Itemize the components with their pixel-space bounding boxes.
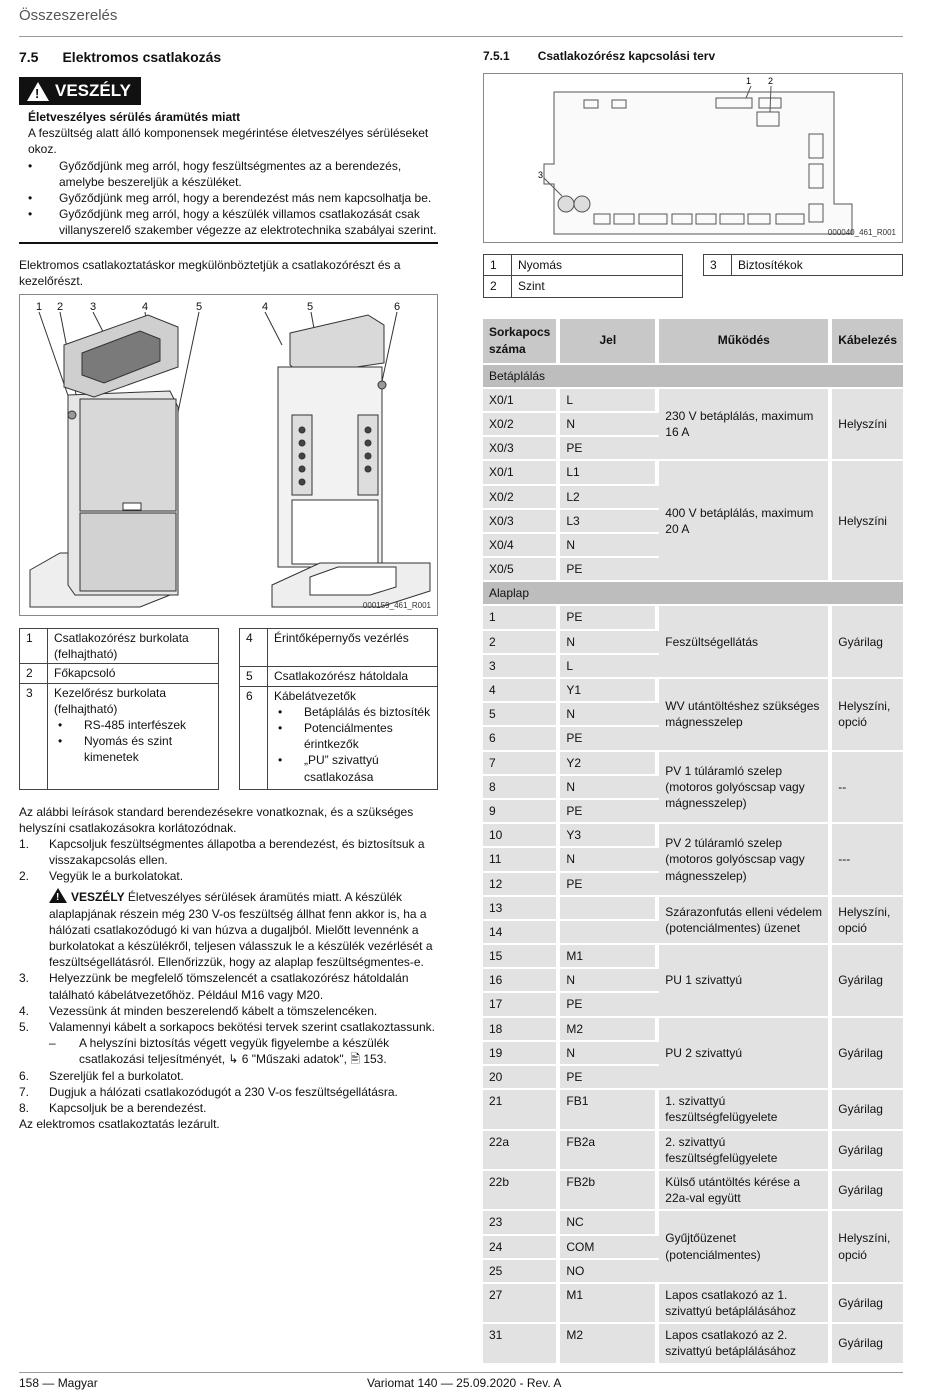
- cell-signal: [560, 921, 659, 943]
- legend-subitem: • Potenciálmentes érintkezők: [274, 720, 431, 752]
- footer-rule: [19, 1372, 903, 1373]
- table-row: [483, 606, 903, 628]
- callout: 1: [36, 300, 43, 313]
- danger-box: [19, 109, 438, 244]
- step-text: Valamennyi kábelt a sorkapocs bekötési tervek szerint csatlakoztassunk.: [49, 1019, 435, 1034]
- section-number: 7.5: [19, 49, 39, 65]
- legend-row: [484, 276, 683, 297]
- cell-terminal: X0/2: [483, 413, 560, 435]
- step: [19, 868, 438, 884]
- step: [19, 1003, 438, 1019]
- cell-signal: N: [560, 703, 659, 725]
- table-row: [483, 1211, 903, 1233]
- cell-cabling: Gyárilag: [832, 1284, 903, 1322]
- figure-legend: [19, 628, 438, 790]
- cell-terminal: 10: [483, 824, 560, 846]
- cell-terminal: 12: [483, 873, 560, 895]
- legend-subitem: • RS-485 interfészek: [54, 717, 212, 733]
- cell-terminal: 25: [483, 1260, 560, 1282]
- footer-document: Variomat 140 — 25.09.2020 - Rev. A: [367, 1376, 562, 1390]
- cell-signal: COM: [560, 1236, 659, 1258]
- header-rule: [19, 36, 903, 37]
- device-figure: [19, 294, 438, 616]
- cell-signal: M2: [560, 1324, 659, 1362]
- cell-cabling: Gyárilag: [832, 1324, 903, 1362]
- table-row: [483, 679, 903, 701]
- callout: 4: [142, 300, 149, 313]
- cell-function: PU 2 szivattyú: [659, 1018, 832, 1089]
- cell-cabling: ---: [832, 824, 903, 895]
- step-number: 5.: [19, 1019, 30, 1034]
- cell-signal: Y1: [560, 679, 659, 701]
- table-row: [483, 824, 903, 846]
- table-row: [483, 1090, 903, 1128]
- legend-text: Csatlakozórész hátoldala: [268, 666, 438, 686]
- legend-row: [240, 628, 438, 666]
- legend-text: Kábelátvezetők: [274, 688, 357, 703]
- cell-function: 230 V betáplálás, maximum 16 A: [659, 389, 832, 460]
- cell-signal: M2: [560, 1018, 659, 1040]
- section-title: Elektromos csatlakozás: [62, 49, 222, 65]
- cell-terminal: 22a: [483, 1131, 560, 1169]
- callout: 4: [262, 300, 269, 313]
- cell-signal: L: [560, 389, 659, 411]
- cell-function: 1. szivattyú feszültségfelügyelete: [659, 1090, 832, 1128]
- cell-terminal: X0/5: [483, 558, 560, 580]
- cell-signal: N: [560, 848, 659, 870]
- legend-subitem: • Nyomás és szint kimenetek: [54, 733, 212, 765]
- cell-terminal: 8: [483, 776, 560, 798]
- cell-signal: NC: [560, 1211, 659, 1233]
- col-header: Jel: [560, 319, 659, 363]
- cell-signal: N: [560, 534, 659, 556]
- step: [19, 1068, 438, 1084]
- step-text: Kapcsoljuk feszültségmentes állapotba a berendezést, és biztosítsuk a visszakapcsolás ellen.: [49, 836, 425, 868]
- cell-terminal: 5: [483, 703, 560, 725]
- callout: 2: [57, 300, 64, 313]
- cell-signal: PE: [560, 437, 659, 459]
- cell-signal: FB2b: [560, 1171, 659, 1209]
- cell-terminal: 31: [483, 1324, 560, 1362]
- cell-terminal: X0/3: [483, 437, 560, 459]
- cell-signal: PE: [560, 993, 659, 1015]
- step-text: Dugjuk a hálózati csatlakozódugót a 230 V-os feszültségellátásra.: [49, 1084, 398, 1099]
- callout: 3: [90, 300, 97, 313]
- cell-signal: PE: [560, 606, 659, 628]
- legend-row: [484, 255, 683, 276]
- circuit-board-drawing: [484, 74, 902, 242]
- cell-terminal: 2: [483, 631, 560, 653]
- subsection-title: Csatlakozórész kapcsolási terv: [537, 49, 716, 63]
- cell-signal: L1: [560, 461, 659, 483]
- figure-code: 000040_461_R001: [827, 228, 896, 238]
- cell-signal: N: [560, 413, 659, 435]
- step-text: Vezessünk át minden beszerelendő kábelt a tömszelencéken.: [49, 1003, 378, 1018]
- procedure: [19, 804, 438, 1133]
- cell-signal: PE: [560, 727, 659, 749]
- cell-signal: FB2a: [560, 1131, 659, 1169]
- col-header: Kábelezés: [832, 319, 903, 363]
- dash-marker: –: [49, 1036, 56, 1051]
- legend-row: [20, 683, 219, 789]
- legend-num: 1: [484, 255, 512, 276]
- step-number: 8.: [19, 1100, 30, 1115]
- cell-function: Külső utántöltés kérése a 22a-val együtt: [659, 1171, 832, 1209]
- cell-function: Feszültségellátás: [659, 606, 832, 677]
- legend-row: [240, 686, 438, 789]
- legend-num: 6: [240, 686, 268, 789]
- legend-num: 4: [240, 628, 268, 666]
- group-label: Alaplap: [483, 582, 903, 604]
- subsection-heading: [483, 48, 903, 64]
- terminal-table: [483, 317, 903, 1365]
- cell-signal: FB1: [560, 1090, 659, 1128]
- cell-signal: PE: [560, 1066, 659, 1088]
- cell-signal: M1: [560, 1284, 659, 1322]
- legend-text: Szint: [512, 276, 683, 297]
- step-text: Vegyük le a burkolatokat.: [49, 869, 184, 884]
- legend-sublist: [274, 704, 431, 785]
- col-header: Sorkapocs száma: [483, 319, 560, 363]
- cell-function: PU 1 szivattyú: [659, 945, 832, 1016]
- cell-terminal: X0/1: [483, 461, 560, 483]
- cell-terminal: 18: [483, 1018, 560, 1040]
- table-row: [483, 461, 903, 483]
- cell-cabling: Helyszíni, opció: [832, 897, 903, 943]
- cell-cabling: Gyárilag: [832, 1171, 903, 1209]
- step: [19, 836, 438, 868]
- danger-bullets: [28, 158, 438, 239]
- legend-text: Érintőképernyős vezérlés: [268, 628, 438, 666]
- table-header-row: [483, 319, 903, 363]
- cell-terminal: 27: [483, 1284, 560, 1322]
- cell-cabling: Helyszíni, opció: [832, 679, 903, 750]
- cell-signal: PE: [560, 800, 659, 822]
- legend-row: [20, 664, 219, 683]
- legend-text: Csatlakozórész burkolata (felhajtható): [48, 628, 219, 663]
- cell-cabling: Helyszíni: [832, 389, 903, 460]
- step-text: Szereljük fel a burkolatot.: [49, 1068, 184, 1083]
- cell-signal: Y3: [560, 824, 659, 846]
- cell-cabling: Gyárilag: [832, 606, 903, 677]
- cell-terminal: 21: [483, 1090, 560, 1128]
- legend-table: [483, 254, 683, 297]
- cell-function: 400 V betáplálás, maximum 20 A: [659, 461, 832, 580]
- cell-signal: Y2: [560, 752, 659, 774]
- left-column: [19, 48, 438, 1132]
- legend-row: [240, 666, 438, 686]
- legend-row: [20, 628, 219, 663]
- cell-terminal: X0/2: [483, 486, 560, 508]
- cell-function: Szárazonfutás elleni védelem (potenciálmentes) üzenet: [659, 897, 832, 943]
- legend-text: Kezelőrész burkolata (felhajtható): [54, 685, 167, 716]
- step-number: 3.: [19, 971, 30, 986]
- cell-signal: PE: [560, 873, 659, 895]
- legend-num: 1: [20, 628, 48, 663]
- steps-intro: Az alábbi leírások standard berendezésekre vonatkoznak, és a szükséges helyszíni csatlakozásokra korlátozódnak.: [19, 804, 414, 835]
- table-row: [483, 945, 903, 967]
- step-number: 2.: [19, 869, 30, 884]
- col-header: Működés: [659, 319, 832, 363]
- table-row: [483, 1284, 903, 1322]
- step-number: 4.: [19, 1003, 30, 1018]
- step-substep: [19, 1035, 438, 1067]
- danger-badge: [19, 77, 141, 105]
- terminal-table-body: [483, 365, 903, 1363]
- step-text: Kapcsoljuk be a berendezést.: [49, 1100, 207, 1115]
- cell-terminal: 7: [483, 752, 560, 774]
- cell-cabling: Gyárilag: [832, 1018, 903, 1089]
- step-number: 7.: [19, 1084, 30, 1099]
- device-drawing: [20, 295, 437, 615]
- cell-signal: N: [560, 776, 659, 798]
- diagram-legend: [483, 254, 903, 297]
- substep-text[interactable]: A helyszíni biztosítás végett vegyük figyelembe a készülék csatlakozási teljesítményét, ↳ 6 "Műszaki adatok", 🖹 153.: [79, 1036, 390, 1067]
- cell-terminal: 1: [483, 606, 560, 628]
- table-row: [483, 1018, 903, 1040]
- legend-num: 3: [20, 683, 48, 789]
- danger-text: A feszültség alatt álló komponensek megérintése életveszélyes sérüléseket okoz.: [28, 126, 429, 157]
- legend-subitem: • Betáplálás és biztosíték: [274, 704, 431, 720]
- cell-function: Gyűjtőüzenet (potenciálmentes): [659, 1211, 832, 1282]
- cell-function: 2. szivattyú feszültségfelügyelete: [659, 1131, 832, 1169]
- cell-terminal: 4: [483, 679, 560, 701]
- diagram-label-2: 2: [768, 76, 774, 87]
- warning-text: Életveszélyes sérülések áramütés miatt. A készülék alaplapjának részein még 230 V-os feszültség állhat fenn akkor is, ha a hálózati csatlakozódugó ki van húzva a dugaljból. Mielőtt levennénk a burkolatokat a készülékről, teljesen válasszuk le a készülék vezérlését a feszültségellátásról. Ellenőrizzük, hogy az alaplap feszültségmentes-e.: [49, 890, 433, 970]
- cell-signal: [560, 897, 659, 919]
- step: [19, 1084, 438, 1100]
- intro-paragraph: Elektromos csatlakoztatáskor megkülönböztetjük a csatlakozórészt és a kezelőrészt.: [19, 257, 401, 288]
- cell-signal: N: [560, 631, 659, 653]
- footer-page: 158 — Magyar: [19, 1376, 98, 1390]
- step-number: 1.: [19, 836, 30, 851]
- section-heading: [19, 48, 438, 67]
- outro: Az elektromos csatlakoztatás lezárult.: [19, 1117, 220, 1132]
- cell-cabling: Helyszíni: [832, 461, 903, 580]
- danger-bullet: • Győződjünk meg arról, hogy feszültségmentes az a berendezés, amelybe beszereljük a készüléket.: [28, 158, 438, 190]
- table-row: [483, 389, 903, 411]
- cell-terminal: 14: [483, 921, 560, 943]
- cell-terminal: 13: [483, 897, 560, 919]
- legend-text: Biztosítékok: [732, 255, 903, 276]
- group-label: Betáplálás: [483, 365, 903, 387]
- diagram-label-1: 1: [746, 76, 752, 87]
- cell-signal: L3: [560, 510, 659, 532]
- legend-table-a: [19, 628, 219, 790]
- danger-title: Életveszélyes sérülés áramütés miatt: [28, 110, 241, 125]
- legend-num: 2: [484, 276, 512, 297]
- cell-signal: L2: [560, 486, 659, 508]
- group-row: [483, 582, 903, 604]
- cell-terminal: 6: [483, 727, 560, 749]
- danger-bullet: • Győződjünk meg arról, hogy a berendezést más nem kapcsolhatja be.: [28, 190, 438, 206]
- step-text: Helyezzünk be megfelelő tömszelencét a csatlakozórész hátoldalán található kábelátvezetőhöz. Például M16 vagy M20.: [49, 971, 409, 1002]
- table-row: [483, 1324, 903, 1362]
- figure-callouts: [20, 300, 437, 314]
- cell-signal: NO: [560, 1260, 659, 1282]
- cell-terminal: 23: [483, 1211, 560, 1233]
- cell-signal: N: [560, 969, 659, 991]
- cell-terminal: 20: [483, 1066, 560, 1088]
- group-row: [483, 365, 903, 387]
- subsection-number: 7.5.1: [483, 49, 510, 63]
- legend-table-b: [239, 628, 438, 790]
- legend-cell: [268, 686, 438, 789]
- callout: 5: [307, 300, 314, 313]
- cell-cabling: Gyárilag: [832, 945, 903, 1016]
- cell-terminal: X0/3: [483, 510, 560, 532]
- cell-terminal: 24: [483, 1236, 560, 1258]
- cell-terminal: 3: [483, 655, 560, 677]
- legend-table: [703, 254, 903, 276]
- cell-cabling: Helyszíni, opció: [832, 1211, 903, 1282]
- cell-function: WV utántöltéshez szükséges mágnesszelep: [659, 679, 832, 750]
- table-row: [483, 897, 903, 919]
- inline-warning: [19, 888, 438, 970]
- cell-cabling: Gyárilag: [832, 1090, 903, 1128]
- cell-cabling: Gyárilag: [832, 1131, 903, 1169]
- legend-text: Főkapcsoló: [48, 664, 219, 683]
- legend-text: Nyomás: [512, 255, 683, 276]
- cell-function: Lapos csatlakozó az 2. szivattyú betáplálásához: [659, 1324, 832, 1362]
- legend-sublist: [54, 717, 212, 766]
- cell-signal: M1: [560, 945, 659, 967]
- table-row: [483, 1171, 903, 1209]
- cell-signal: L: [560, 655, 659, 677]
- step: [19, 1100, 438, 1116]
- cell-terminal: X0/1: [483, 389, 560, 411]
- legend-row: [704, 255, 903, 276]
- callout: 5: [196, 300, 203, 313]
- cell-terminal: X0/4: [483, 534, 560, 556]
- cell-terminal: 22b: [483, 1171, 560, 1209]
- step-number: 6.: [19, 1068, 30, 1083]
- cell-terminal: 11: [483, 848, 560, 870]
- figure-code: 000159_461_R001: [362, 601, 431, 611]
- legend-num: 5: [240, 666, 268, 686]
- cell-terminal: 9: [483, 800, 560, 822]
- cell-terminal: 19: [483, 1042, 560, 1064]
- cell-signal: N: [560, 1042, 659, 1064]
- callout: 6: [394, 300, 401, 313]
- cell-function: PV 1 túláramló szelep (motoros golyóscsap vagy mágnesszelep): [659, 752, 832, 823]
- legend-num: 3: [704, 255, 732, 276]
- cell-terminal: 16: [483, 969, 560, 991]
- cell-cabling: --: [832, 752, 903, 823]
- legend-subitem: • „PU” szivattyú csatlakozása: [274, 752, 431, 784]
- table-row: [483, 752, 903, 774]
- right-column: [483, 48, 903, 1365]
- danger-bullet: • Győződjünk meg arról, hogy a készülék villamos csatlakozását csak villanyszerelő szakember végezze az elektrotechnika szabályai szerint.: [28, 206, 438, 238]
- cell-signal: PE: [560, 558, 659, 580]
- legend-num: 2: [20, 664, 48, 683]
- legend-cell: [48, 683, 219, 789]
- cell-function: PV 2 túláramló szelep (motoros golyóscsap vagy mágnesszelep): [659, 824, 832, 895]
- cell-function: Lapos csatlakozó az 1. szivattyú betáplálásához: [659, 1284, 832, 1322]
- step: [19, 1019, 438, 1035]
- warning-triangle-icon: [49, 888, 67, 903]
- diagram-label-3: 3: [538, 170, 544, 181]
- cell-terminal: 17: [483, 993, 560, 1015]
- warning-label: VESZÉLY: [71, 890, 125, 905]
- warning-triangle-icon: [27, 82, 49, 101]
- danger-label: VESZÉLY: [55, 80, 131, 100]
- step: [19, 970, 438, 1002]
- wiring-diagram: [483, 73, 903, 243]
- table-row: [483, 1131, 903, 1169]
- running-header: Összeszerelés: [19, 7, 118, 24]
- cell-terminal: 15: [483, 945, 560, 967]
